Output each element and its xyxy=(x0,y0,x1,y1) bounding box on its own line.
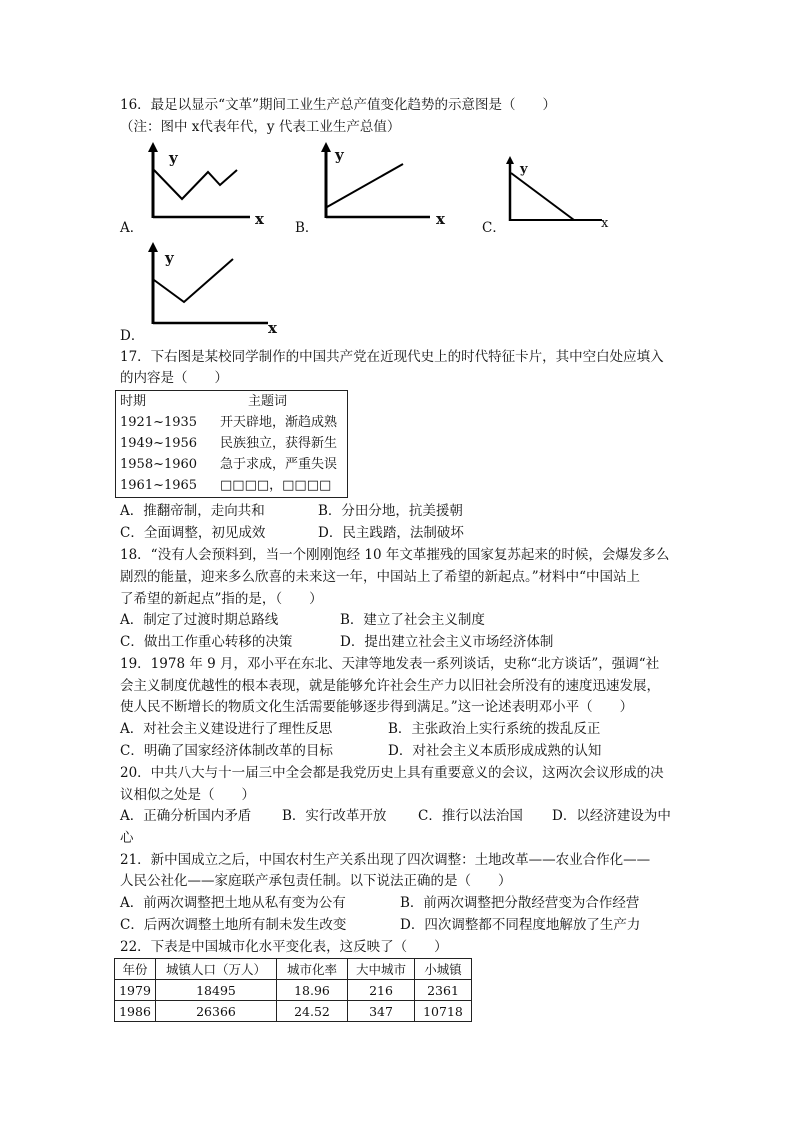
option-18d: D．提出建立社会主义市场经济体制 xyxy=(340,634,554,650)
table-cell: 26366 xyxy=(156,1001,277,1022)
table-header-row xyxy=(115,959,472,980)
q17-stem-2: 的内容是（ ） xyxy=(120,370,228,386)
q19-stem-2: 会主义制度优越性的根本表现，就是能够允许社会生产力以旧社会所没有的速度迅速发展， xyxy=(120,678,660,694)
option-18c: C．做出工作重心转移的决策 xyxy=(120,634,293,650)
graph-d-y-label: y xyxy=(165,249,174,267)
option-16a: A． xyxy=(120,220,144,236)
card-keyword: 急于求成，严重失误 xyxy=(220,457,338,472)
option-20a: A．正确分析国内矛盾 xyxy=(120,808,252,824)
option-19b: B．主张政治上实行系统的拨乱反正 xyxy=(388,721,601,737)
graph-b-y-label: y xyxy=(335,146,344,164)
table-cell: 216 xyxy=(348,980,415,1001)
graph-c-x-label: x xyxy=(601,216,609,231)
option-20c: C．推行以法治国 xyxy=(418,808,523,824)
card-row xyxy=(120,434,345,454)
table-cell: 2361 xyxy=(415,980,472,1001)
option-17c: C．全面调整，初见成效 xyxy=(120,525,266,541)
option-21c: C．后两次调整土地所有制未发生改变 xyxy=(120,917,347,933)
card-period: 1961~1965 xyxy=(120,478,198,493)
option-17d: D．民主践踏，法制破坏 xyxy=(318,525,464,541)
q18-stem-2: 剧烈的能量，迎来多么欣喜的未来这一年，中国站上了希望的新起点。”材料中“中国站上 xyxy=(120,569,641,585)
option-21d: D．四次调整都不同程度地解放了生产力 xyxy=(400,917,641,933)
table-cell: 24.52 xyxy=(277,1001,348,1022)
card-period: 1921~1935 xyxy=(120,415,198,430)
option-20d-continuation: 心 xyxy=(120,830,134,846)
option-20b: B．实行改革开放 xyxy=(282,808,387,824)
graph-a xyxy=(140,140,270,230)
option-16d: D． xyxy=(120,328,145,344)
q17-stem-1: 17．下右图是某校同学制作的中国共产党在近现代史上的时代特征卡片，其中空白处应填入 xyxy=(120,349,664,365)
table-row xyxy=(115,1001,472,1022)
q18-stem-3: 了希望的新起点”指的是，（ ） xyxy=(120,591,323,607)
option-20d: D．以经济建设为中 xyxy=(552,808,671,824)
table-header-cell: 年份 xyxy=(115,959,156,980)
graph-b-x-label: x xyxy=(436,210,445,228)
card-row xyxy=(120,476,345,496)
card-keyword: 民族独立，获得新生 xyxy=(220,436,338,451)
table-cell: 10718 xyxy=(415,1001,472,1022)
q19-stem-1: 19．1978 年 9 月，邓小平在东北、天津等地发表一系列谈话，史称“北方谈话”，强调“社 xyxy=(120,656,660,672)
option-19d: D．对社会主义本质形成成熟的认知 xyxy=(388,743,602,759)
q18-stem-1: 18．“没有人会预料到，当一个刚刚饱经 10 年文革摧残的国家复苏起来的时候，会爆发多么 xyxy=(120,547,670,563)
card-header-keyword: 主题词 xyxy=(248,394,288,409)
option-19c: C．明确了国家经济体制改革的目标 xyxy=(120,743,333,759)
card-keyword: □□□□，□□□□ xyxy=(220,478,332,493)
option-21a: A．前两次调整把土地从私有变为公有 xyxy=(120,895,346,911)
option-21b: B．前两次调整把分散经营变为合作经营 xyxy=(400,895,640,911)
table-header-cell: 城市化率 xyxy=(277,959,348,980)
era-card xyxy=(115,390,348,498)
graph-a-y-label: y xyxy=(169,149,178,167)
card-row xyxy=(120,413,345,433)
option-17a: A．推翻帝制，走向共和 xyxy=(120,503,265,519)
graph-c-y-label: y xyxy=(520,162,528,177)
table-header-cell: 大中城市 xyxy=(348,959,415,980)
q16-stem: 16．最足以显示“文革”期间工业生产总产值变化趋势的示意图是（ ） xyxy=(120,97,556,113)
q16-note: （注：图中 x代表年代，y 代表工业生产总值） xyxy=(120,119,401,135)
table-cell: 18.96 xyxy=(277,980,348,1001)
graph-a-x-label: x xyxy=(255,210,264,228)
card-period: 1949~1956 xyxy=(120,436,198,451)
option-16b: B． xyxy=(295,220,319,236)
option-17b: B．分田分地，抗美援朝 xyxy=(318,503,463,519)
card-period: 1958~1960 xyxy=(120,457,198,472)
table-header-cell: 小城镇 xyxy=(415,959,472,980)
option-19a: A．对社会主义建设进行了理性反思 xyxy=(120,721,333,737)
option-16c: C． xyxy=(482,220,506,236)
card-header-period: 时期 xyxy=(120,394,147,409)
q21-stem-2: 人民公社化——家庭联产承包责任制。以下说法正确的是（ ） xyxy=(120,873,512,889)
table-header-cell: 城镇人口（万人） xyxy=(156,959,277,980)
table-row xyxy=(115,980,472,1001)
card-header xyxy=(120,392,345,412)
q20-stem-2: 议相似之处是（ ） xyxy=(120,787,255,803)
table-cell: 347 xyxy=(348,1001,415,1022)
table-cell: 1986 xyxy=(115,1001,156,1022)
table-cell: 18495 xyxy=(156,980,277,1001)
card-row xyxy=(120,455,345,475)
card-keyword: 开天辟地，渐趋成熟 xyxy=(220,415,338,430)
option-18b: B．建立了社会主义制度 xyxy=(340,612,485,628)
graph-d xyxy=(140,240,285,335)
table-cell: 1979 xyxy=(115,980,156,1001)
q20-stem-1: 20．中共八大与十一届三中全会都是我党历史上具有重要意义的会议，这两次会议形成的决 xyxy=(120,765,664,781)
urbanization-table xyxy=(114,958,472,1022)
q22-stem: 22．下表是中国城市化水平变化表，这反映了（ ） xyxy=(120,939,448,955)
q21-stem-1: 21．新中国成立之后，中国农村生产关系出现了四次调整：土地改革——农业合作化—— xyxy=(120,852,651,868)
q19-stem-3: 使人民不断增长的物质文化生活需要能够逐步得到满足。”这一论述表明邓小平（ ） xyxy=(120,699,634,715)
option-18a: A．制定了过渡时期总路线 xyxy=(120,612,279,628)
graph-d-x-label: x xyxy=(268,319,277,337)
